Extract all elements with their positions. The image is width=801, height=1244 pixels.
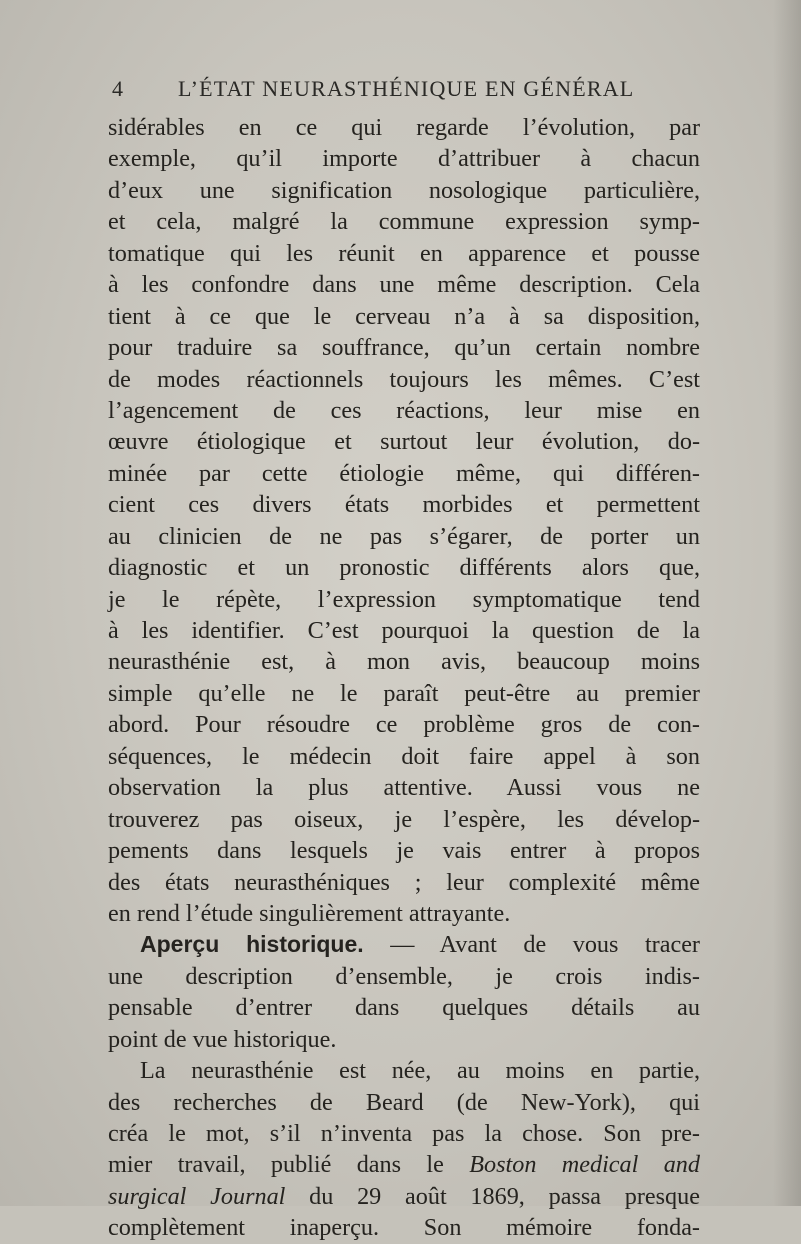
section-heading-line bbox=[108, 929, 700, 960]
text-line: cient ces divers états morbides et permettent bbox=[108, 491, 700, 519]
text-line: et cela, malgré la commune expression symp- bbox=[108, 208, 700, 236]
text-line: pements dans lesquels je vais entrer à propos bbox=[108, 837, 700, 865]
text-line: point de vue historique. bbox=[108, 1025, 337, 1053]
section-heading: Aperçu historique. bbox=[140, 931, 364, 958]
text-line: des états neurasthéniques ; leur complexité même bbox=[108, 868, 700, 896]
page-header bbox=[112, 76, 702, 106]
text-line: pour traduire sa souffrance, qu’un certain nombre bbox=[108, 334, 700, 362]
journal-title: surgical Journal bbox=[108, 1182, 286, 1210]
text-line: je le répète, l’expression symptomatique tend bbox=[108, 585, 700, 613]
text-line: au clinicien de ne pas s’égarer, de porter un bbox=[108, 522, 700, 550]
journal-title: Boston medical and bbox=[469, 1151, 700, 1179]
text-line: minée par cette étiologie même, qui différen- bbox=[108, 459, 700, 487]
text-line: à les identifier. C’est pourquoi la question de la bbox=[108, 617, 700, 644]
text-line: créa le mot, s’il n’inventa pas la chose. Son pre- bbox=[108, 1120, 700, 1147]
text-run: mier travail, publié dans le bbox=[108, 1151, 470, 1179]
text-line bbox=[108, 1181, 700, 1212]
text-line: diagnostic et un pronostic différents alors que, bbox=[108, 554, 700, 582]
text-line: l’agencement de ces réactions, leur mise en bbox=[108, 396, 700, 424]
text-line: complètement inaperçu. Son mémoire fonda- bbox=[108, 1214, 700, 1242]
text-line: œuvre étiologique et surtout leur évolution, do- bbox=[108, 428, 700, 456]
text-run: — Avant de vous tracer bbox=[363, 931, 700, 959]
text-line: tomatique qui les réunit en apparence et pousse bbox=[108, 239, 700, 267]
text-line: sidérables en ce qui regarde l’évolution, par bbox=[108, 114, 700, 141]
text-line: neurasthénie est, à mon avis, beaucoup moins bbox=[108, 648, 700, 676]
text-line: de modes réactionnels toujours les mêmes. C’est bbox=[108, 365, 700, 393]
text-line: d’eux une signification nosologique particulière, bbox=[108, 176, 700, 204]
text-run: du 29 août 1869, passa presque bbox=[285, 1182, 700, 1210]
text-line: tient à ce que le cerveau n’a à sa disposition, bbox=[108, 302, 700, 330]
text-line: La neurasthénie est née, au moins en partie, bbox=[140, 1057, 700, 1085]
text-line: exemple, qu’il importe d’attribuer à chacun bbox=[108, 145, 700, 173]
text-line: observation la plus attentive. Aussi vous ne bbox=[108, 774, 700, 802]
text-line: des recherches de Beard (de New-York), qui bbox=[108, 1088, 700, 1116]
text-line: une description d’ensemble, je crois indis- bbox=[108, 962, 700, 990]
text-line: simple qu’elle ne le paraît peut-être au premier bbox=[108, 679, 700, 707]
text-line: séquences, le médecin doit faire appel à son bbox=[108, 742, 700, 770]
page-number: 4 bbox=[112, 76, 125, 101]
page-edge-shadow bbox=[773, 0, 801, 1206]
text-line: pensable d’entrer dans quelques détails au bbox=[108, 994, 700, 1022]
body-text bbox=[108, 112, 700, 1244]
text-line: trouverez pas oiseux, je l’espère, les dévelop- bbox=[108, 805, 700, 833]
text-line bbox=[108, 1149, 700, 1180]
text-line: abord. Pour résoudre ce problème gros de con- bbox=[108, 711, 700, 739]
text-line: à les confondre dans une même description. Cela bbox=[108, 271, 700, 299]
text-line: en rend l’étude singulièrement attrayante. bbox=[108, 899, 511, 927]
running-head: L’ÉTAT NEURASTHÉNIQUE EN GÉNÉRAL bbox=[178, 76, 635, 101]
